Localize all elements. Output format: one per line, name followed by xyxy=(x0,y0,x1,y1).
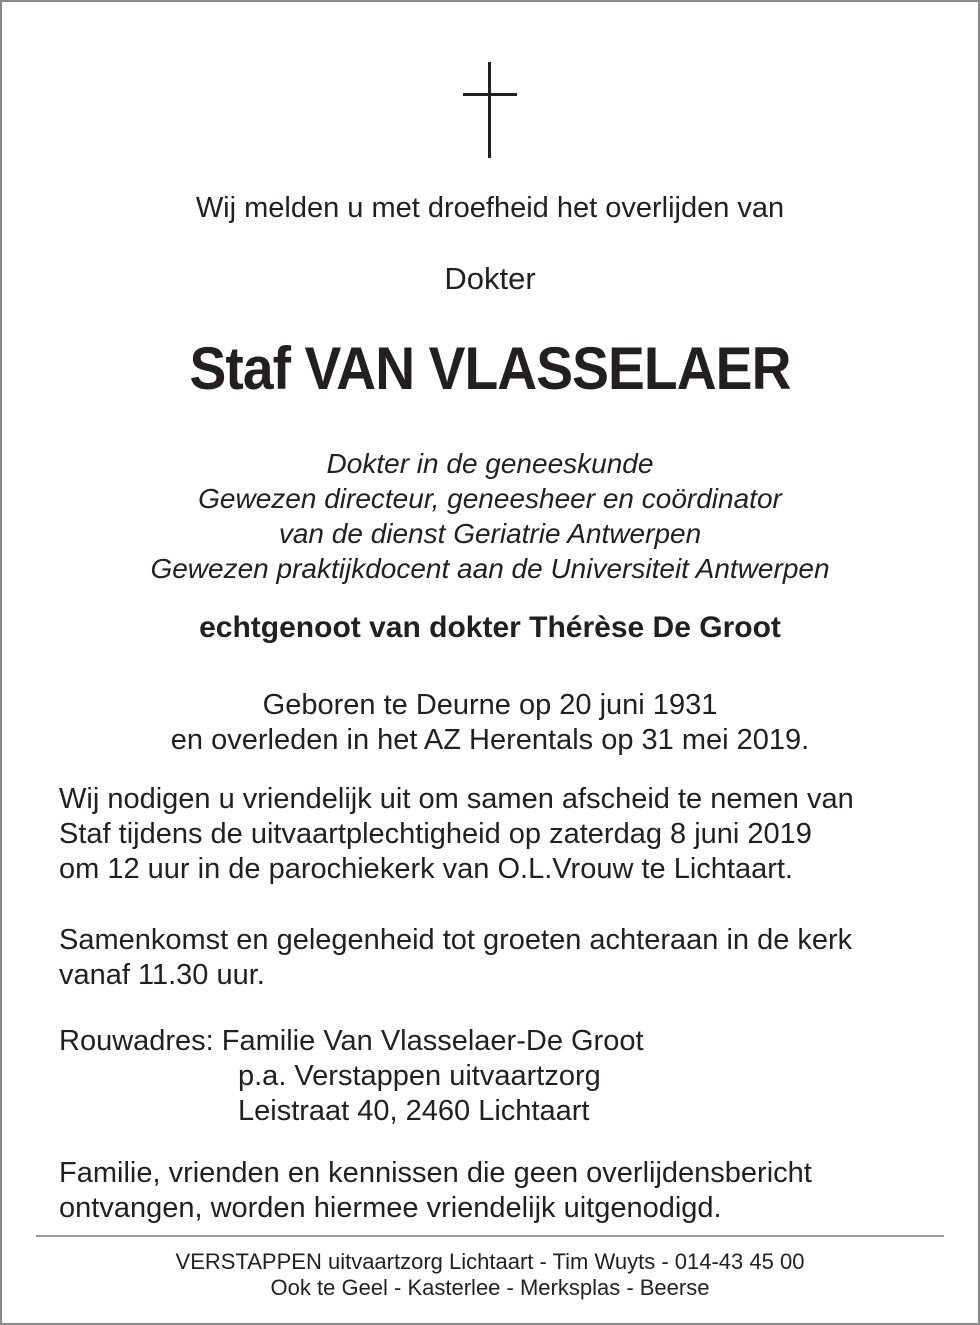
footer-line-locations: Ook te Geel - Kasterlee - Merksplas - Beerse xyxy=(270,1275,710,1300)
mourning-address xyxy=(59,1024,644,1129)
spouse-line: echtgenoot van dokter Thérèse De Groot xyxy=(199,611,781,644)
invitation-line: om 12 uur in de parochiekerk van O.L.Vrouw te Lichtaart. xyxy=(59,853,793,885)
address-line: p.a. Verstappen uitvaartzorg xyxy=(238,1060,601,1092)
deceased-name: Staf VAN VLASSELAER xyxy=(189,335,791,402)
family-note-line: ontvangen, worden hiermee vriendelijk uitgenodigd. xyxy=(59,1192,722,1224)
address-first-line: Rouwadres: Familie Van Vlasselaer-De Groot xyxy=(59,1025,644,1057)
family-note-line: Familie, vrienden en kennissen die geen overlijdensbericht xyxy=(59,1157,812,1189)
roles-list xyxy=(0,446,980,586)
gathering-paragraph xyxy=(59,923,852,993)
deceased-title: Dokter xyxy=(444,261,536,296)
birth-line: Geboren te Deurne op 20 juni 1931 xyxy=(262,689,718,721)
cross-icon xyxy=(460,62,520,158)
footer-line-contact: VERSTAPPEN uitvaartzorg Lichtaart - Tim Wuyts - 014-43 45 00 xyxy=(175,1249,805,1274)
family-note xyxy=(59,1156,812,1226)
footer-divider xyxy=(36,1235,944,1237)
invitation-paragraph xyxy=(59,782,854,887)
role-line: Gewezen directeur, geneesheer en coördinator xyxy=(198,483,782,514)
birth-death-block xyxy=(0,688,980,758)
role-line: Gewezen praktijkdocent aan de Universiteit Antwerpen xyxy=(150,553,830,584)
death-line: en overleden in het AZ Herentals op 31 mei 2019. xyxy=(170,724,810,756)
gathering-line: vanaf 11.30 uur. xyxy=(59,959,265,991)
address-line: Leistraat 40, 2460 Lichtaart xyxy=(238,1095,590,1127)
gathering-line: Samenkomst en gelegenheid tot groeten achteraan in de kerk xyxy=(59,924,853,956)
invitation-line: Wij nodigen u vriendelijk uit om samen afscheid te nemen van xyxy=(59,783,854,815)
intro-text: Wij melden u met droefheid het overlijden van xyxy=(195,192,785,224)
role-line: van de dienst Geriatrie Antwerpen xyxy=(278,518,702,549)
invitation-line: Staf tijdens de uitvaartplechtigheid op zaterdag 8 juni 2019 xyxy=(59,818,812,850)
role-line: Dokter in de geneeskunde xyxy=(326,448,654,479)
funeral-home-footer xyxy=(0,1249,980,1301)
